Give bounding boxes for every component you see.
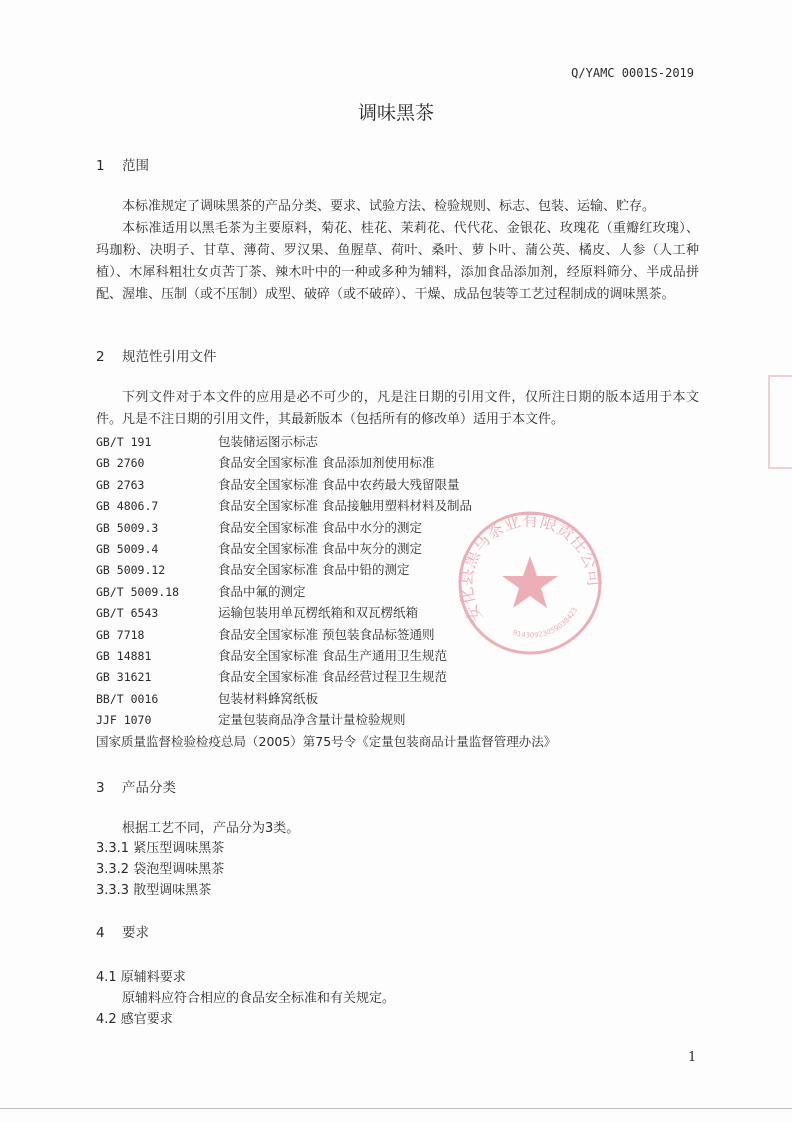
class-item: 3.3.1 紧压型调味黑茶 [96,841,225,856]
reference-item [96,602,418,623]
reference-title: 定量包装商品净含量计量检验规则 [218,712,406,728]
reference-title: 包装储运图示标志 [218,434,319,449]
reference-title: 食品安全国家标准 食品接触用塑料材料及制品 [218,498,472,514]
reference-order: 国家质量监督检验检疫总局（2005）第75号令《定量包装商品计量监督管理办法》 [96,734,557,749]
class-item: 3.3.2 袋泡型调味黑茶 [96,862,225,877]
reference-item [96,666,447,687]
reference-code: GB 31621 [96,670,152,685]
section-2-heading [96,345,217,365]
subsection-4-1: 4.1 原辅料要求 [96,970,186,985]
reference-title: 运输包装用单瓦楞纸箱和双瓦楞纸箱 [218,605,419,621]
reference-item [96,431,318,452]
page-number: 1 [688,1050,697,1065]
class-item: 3.3.3 散型调味黑茶 [96,883,212,898]
section-1-heading [96,154,149,174]
reference-item [96,452,434,473]
reference-code: GB 4806.7 [96,499,159,514]
reference-code: GB/T 6543 [96,606,159,621]
section-title: 规范性引用文件 [122,349,217,365]
reference-code: GB/T 5009.18 [96,584,180,599]
reference-item [96,688,318,709]
subsection-4-1-text: 原辅料应符合相应的食品安全标准和有关规定。 [122,991,396,1006]
svg-text:91430923059038423: 91430923059038423 [511,606,580,640]
scope-paragraph-2: 本标准适用以黑毛茶为主要原料，菊花、桂花、茉莉花、代代花、金银花、玫瑰花（重瓣红玫瑰）、玛珈粉、决明子、甘草、薄荷、罗汉果、鱼腥草、荷叶、桑叶、萝卜叶、蒲公英、橘皮、人参（人工种植）、木犀科粗壮女贞苦丁茶、辣木叶中的一种或多种为辅料，添加食品添加剂，经原料筛分、半成品拼配、渥堆、压制（或不压制）成型、破碎（或不破碎）、干燥、成品包装等工艺过程制成的调味黑茶。 [96,221,699,302]
svg-text:安化县黑马茶业有限责任公司: 安化县黑马茶业有限责任公司 [456,510,604,626]
reference-title: 食品安全国家标准 食品经营过程卫生规范 [218,669,447,685]
reference-code: GB 5009.3 [96,520,159,535]
section-title: 范围 [122,158,149,174]
reference-code: GB 2763 [96,477,145,492]
reference-code: GB/T 191 [96,435,152,449]
edge-seal-fragment [768,375,792,469]
section-3-heading [96,776,176,796]
reference-title: 食品安全国家标准 食品中农药最大残留限量 [218,476,460,492]
reference-item [96,495,472,516]
references-intro: 下列文件对于本文件的应用是必不可少的，凡是注日期的引用文件，仅所注日期的版本适用于本文件。凡是不注日期的引用文件，其最新版本（包括所有的修改单）适用于本文件。 [96,390,699,427]
section-number: 4 [96,925,105,941]
reference-item [96,645,447,666]
scan-edge-line [0,1108,792,1109]
section-number: 2 [96,349,105,365]
reference-item [96,559,409,580]
reference-item [96,624,434,645]
standard-code: Q/YAMC 0001S-2019 [571,66,694,80]
company-seal [455,508,605,658]
reference-item [96,517,422,538]
reference-code: GB 14881 [96,649,152,663]
reference-item [96,474,459,495]
section-title: 要求 [122,925,149,941]
reference-title: 食品安全国家标准 食品中水分的测定 [218,519,422,535]
reference-title: 食品安全国家标准 食品添加剂使用标准 [218,455,435,471]
reference-code: GB 5009.12 [96,563,166,578]
document-title: 调味黑茶 [357,102,434,124]
reference-title: 食品安全国家标准 食品生产通用卫生规范 [218,648,447,663]
reference-code: GB 5009.4 [96,542,159,556]
section-number: 1 [96,158,105,174]
reference-code: BB/T 0016 [96,691,159,706]
reference-title: 包装材料蜂窝纸板 [218,690,319,706]
section-4-heading [96,921,149,941]
reference-code: GB 2760 [96,456,145,471]
subsection-4-2: 4.2 感官要求 [96,1012,173,1027]
reference-title: 食品中氟的测定 [218,583,306,599]
reference-title: 食品安全国家标准 食品中灰分的测定 [218,541,422,556]
section-title: 产品分类 [122,780,176,796]
reference-title: 食品安全国家标准 预包装食品标签通则 [218,626,435,642]
reference-title: 食品安全国家标准 食品中铅的测定 [218,562,410,578]
classification-text: 根据工艺不同，产品分为3类。 [122,821,300,836]
reference-item [96,538,422,559]
reference-item [96,581,306,602]
reference-code: GB 7718 [96,627,145,642]
reference-code: JJF 1070 [96,713,152,728]
reference-item [96,709,406,730]
section-number: 3 [96,780,105,796]
scope-paragraph-1: 本标准规定了调味黑茶的产品分类、要求、试验方法、检验规则、标志、包装、运输、贮存。 [122,199,656,214]
